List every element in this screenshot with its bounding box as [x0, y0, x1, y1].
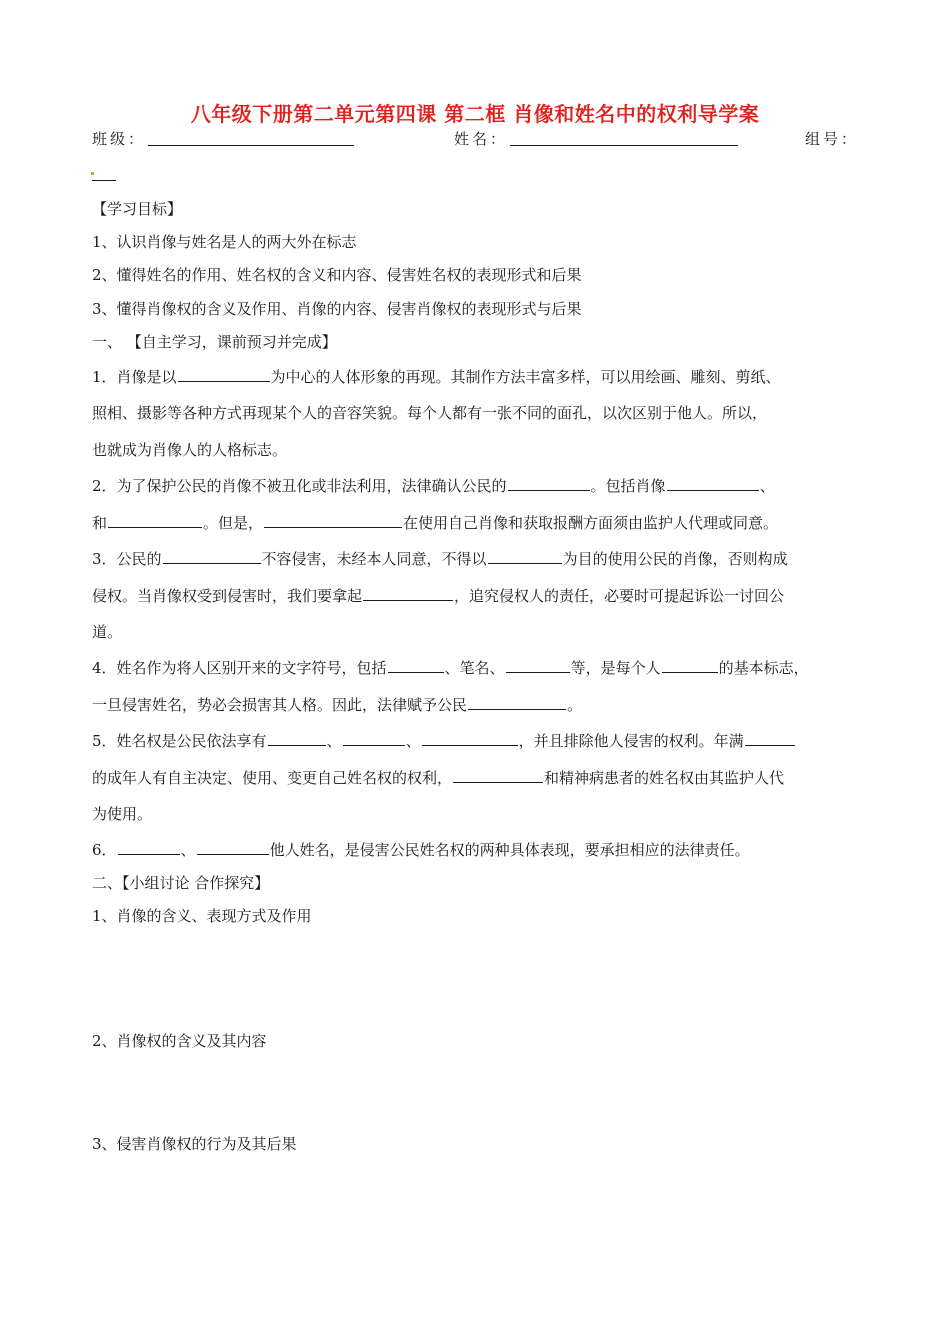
q4-blank-2[interactable]	[506, 658, 570, 673]
q2-blank-1[interactable]	[508, 476, 590, 491]
section1-heading: 一、 【自主学习，课前预习并完成】	[92, 333, 337, 351]
q1-text-a: 1．肖像是以	[92, 368, 177, 386]
q3-text-c: 为目的使用公民的肖像，否则构成	[562, 550, 788, 568]
q2-blank-4[interactable]	[264, 513, 402, 528]
class-label: 班级：	[92, 130, 147, 148]
question-6-line-1	[92, 840, 750, 860]
q5-text-f: 和精神病患者的姓名权由其监护人代	[544, 769, 785, 787]
q2-text-b: 。包括肖像	[590, 477, 666, 495]
q5-text-b: 、	[326, 732, 342, 750]
q4-text-d: 的基本标志，	[718, 659, 809, 677]
q5-text-c: 、	[405, 732, 421, 750]
q4-text-e: 一旦侵害姓名，势必会损害其人格。因此，法律赋予公民	[92, 696, 468, 714]
q3-text-e: 起	[347, 587, 363, 605]
q3-blank-3[interactable]	[363, 586, 453, 601]
q4-text-f: 。	[567, 696, 583, 714]
q3-text-a: 3．公民的	[92, 550, 162, 568]
q5-text-e: 的成年人有自主决定、使用、变更自己姓名权的权利，	[92, 769, 453, 787]
class-field[interactable]	[148, 145, 354, 146]
objective-item: 1、认识肖像与姓名是人的两大外在标志	[92, 233, 357, 251]
objectives-heading: 【学习目标】	[92, 200, 183, 218]
q6-text-b: 、	[180, 841, 196, 859]
q5-blank-2[interactable]	[343, 731, 405, 746]
q2-blank-3[interactable]	[108, 513, 202, 528]
q3-text-d: 侵权。当肖像权受到侵害时，我们要拿	[92, 587, 348, 605]
q3-text-f: ，追究侵权人的责任，必要时可提起诉讼一讨回公	[454, 587, 785, 605]
question-5-line-2	[92, 768, 784, 788]
q6-text-c: 他人姓名，是侵害公民姓名权的两种具体表现，要承担相应的法律责任。	[269, 841, 750, 859]
objective-item: 3、懂得肖像权的含义及作用、肖像的内容、侵害肖像权的表现形式与后果	[92, 300, 582, 318]
question-2-line-2	[92, 513, 778, 533]
q4-text-c: 等，是每个人	[570, 659, 661, 677]
q4-text-b: 、笔名、	[444, 659, 505, 677]
q5-text-a: 5．姓名权是公民依法享有	[92, 732, 267, 750]
q2-text-c: 、	[759, 477, 775, 495]
document-title: 八年级下册第二单元第四课 第二框 肖像和姓名中的权利导学案	[190, 102, 760, 126]
question-3-line-2	[92, 586, 784, 606]
question-5-line-3: 为使用。	[92, 805, 153, 823]
q1-text-b: 为中心的人体形象的再现。其制作方法丰富多样，可以用绘画、雕刻、剪纸、	[270, 368, 781, 386]
q5-text-d: ，并且排除他人侵害的权利。年满	[518, 732, 744, 750]
q5-blank-3[interactable]	[422, 731, 518, 746]
q3-text-b: 不容侵害，未经本人同意，不得以	[261, 550, 487, 568]
q6-text-a: 6．	[92, 841, 117, 859]
question-3-line-1	[92, 549, 788, 569]
q4-blank-3[interactable]	[662, 658, 718, 673]
question-1-line-2: 照相、摄影等各种方式再现某个人的音容笑貌。每个人都有一张不同的面孔，以次区别于他人。所以，	[92, 404, 768, 422]
discussion-item: 1、肖像的含义、表现方式及作用	[92, 907, 312, 925]
q2-text-a: 2．为了保护公民的肖像不被丑化或非法利用，法律确认公民的	[92, 477, 507, 495]
discussion-item: 2、肖像权的含义及其内容	[92, 1032, 267, 1050]
q4-blank-4[interactable]	[468, 695, 566, 710]
q3-blank-2[interactable]	[488, 549, 562, 564]
question-4-line-2	[92, 695, 582, 715]
question-5-line-1	[92, 731, 796, 751]
q4-text-a: 4．姓名作为将人区别开来的文字符号，包括	[92, 659, 387, 677]
q2-text-f: 在使用自己肖像和获取报酬方面须由监护人代理或同意。	[403, 514, 779, 532]
question-3-line-3: 道。	[92, 623, 123, 641]
question-2-line-1	[92, 476, 775, 496]
q6-blank-2[interactable]	[197, 840, 269, 855]
name-field[interactable]	[510, 145, 738, 146]
q2-blank-2[interactable]	[667, 476, 759, 491]
q2-text-e: 。但是，	[203, 514, 264, 532]
q5-blank-1[interactable]	[268, 731, 326, 746]
question-4-line-1	[92, 658, 809, 678]
section2-heading: 二、【小组讨论 合作探究】	[92, 874, 270, 892]
objective-item: 2、懂得姓名的作用、姓名权的含义和内容、侵害姓名权的表现形式和后果	[92, 266, 582, 284]
q1-blank-1[interactable]	[178, 367, 270, 382]
q4-blank-1[interactable]	[388, 658, 444, 673]
mark-dot	[91, 172, 94, 175]
q5-blank-5[interactable]	[453, 768, 543, 783]
name-label: 姓名：	[454, 130, 509, 148]
question-1-line-3: 也就成为肖像人的人格标志。	[92, 441, 288, 459]
group-label: 组号：	[805, 130, 860, 148]
q5-blank-4[interactable]	[745, 731, 795, 746]
q3-blank-1[interactable]	[163, 549, 261, 564]
group-field[interactable]	[92, 180, 116, 181]
q2-text-d: 和	[92, 514, 108, 532]
q6-blank-1[interactable]	[118, 840, 180, 855]
question-1-line-1	[92, 367, 781, 387]
discussion-item: 3、侵害肖像权的行为及其后果	[92, 1135, 297, 1153]
